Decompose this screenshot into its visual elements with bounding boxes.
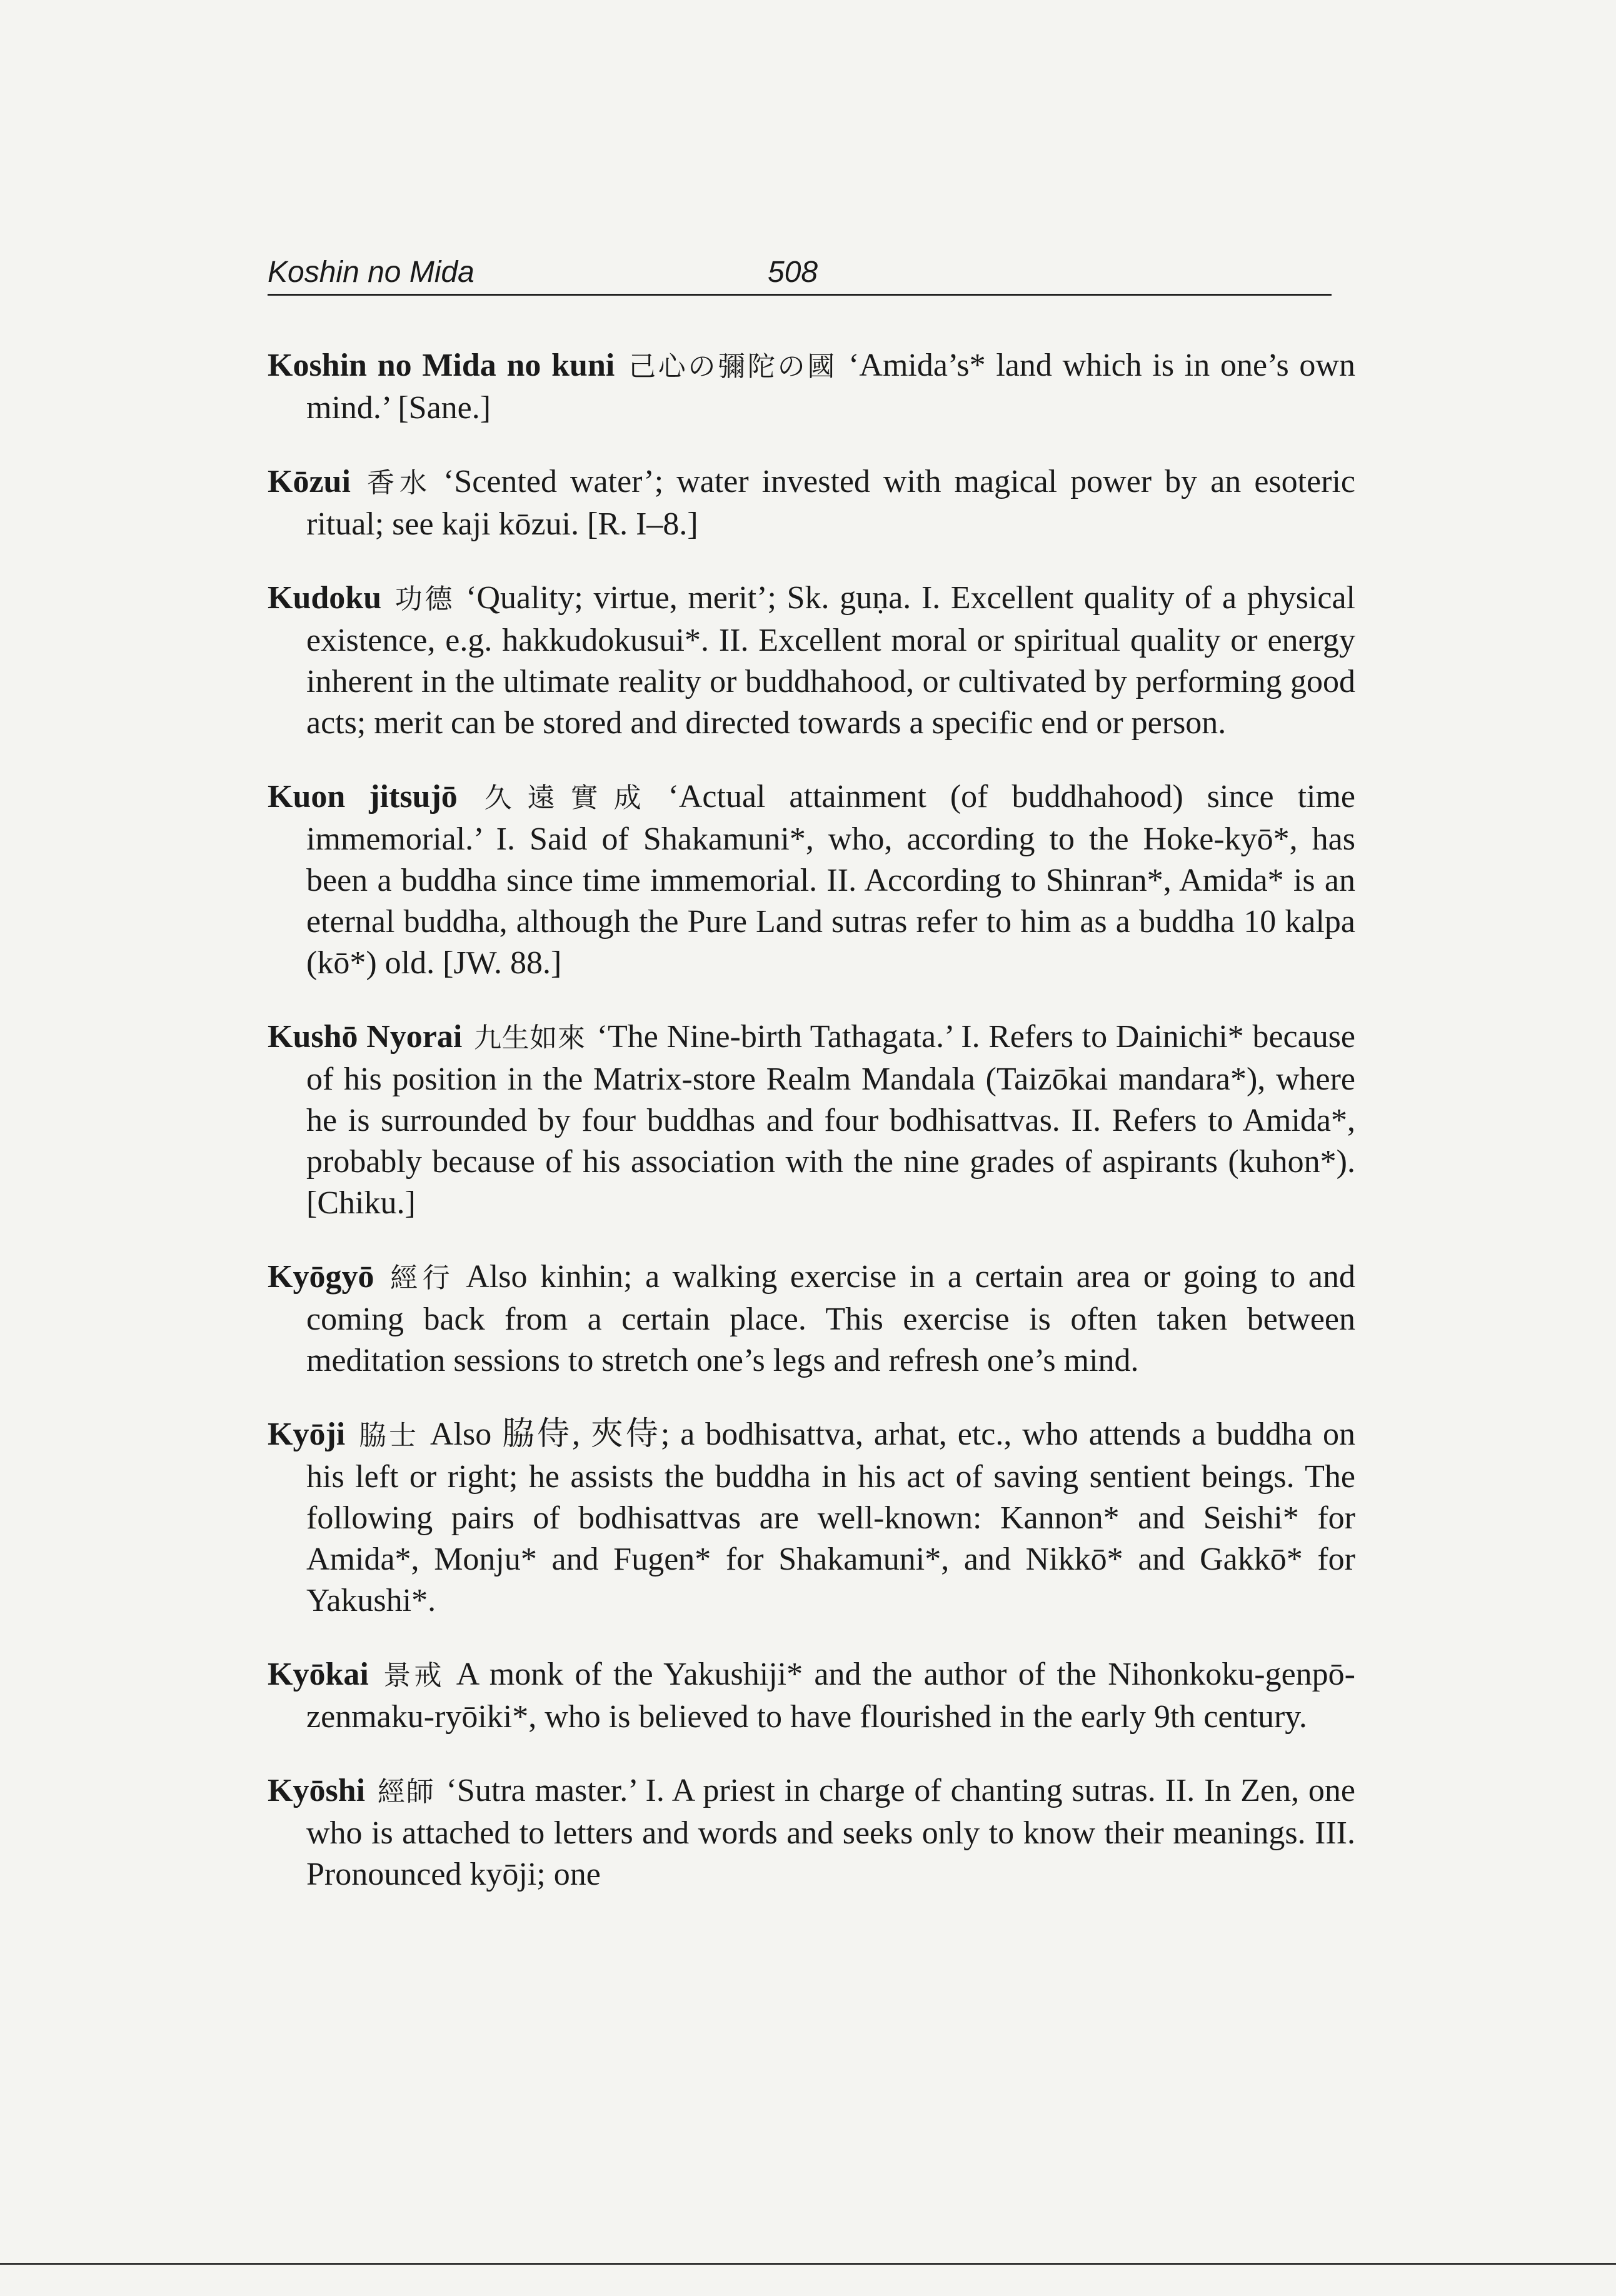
dictionary-entry	[268, 461, 1355, 545]
entry-kanji: 景戒	[379, 1660, 445, 1692]
entry-headword: Koshin no Mida no kuni	[268, 348, 615, 383]
dictionary-entry	[268, 776, 1355, 984]
header-rule	[268, 294, 1332, 296]
entry-headword: Kushō Nyorai	[268, 1019, 463, 1055]
dictionary-entry	[268, 1770, 1355, 1895]
entry-headword: Kyōkai	[268, 1657, 369, 1692]
entry-headword: Kyōji	[268, 1416, 346, 1452]
entry-headword: Kōzui	[268, 464, 351, 499]
entry-definition: Also 脇侍, 夾侍; a bodhisattva, arhat, etc., who attends a buddha on his left or right; he assists the buddha in his act of saving sentient beings. The following pairs of bodhisattvas are well-known: Kannon* and Seishi* for Amida*, Monju* and Fugen* for Shakamuni*, and Nikkō* and Gakkō* for Yakushi*.	[306, 1416, 1355, 1618]
dictionary-entry	[268, 1414, 1355, 1622]
running-header	[268, 255, 1332, 293]
entry-headword: Kyōgyō	[268, 1259, 374, 1295]
dictionary-entry	[268, 345, 1355, 429]
entry-kanji: 久遠實成	[468, 782, 657, 814]
dictionary-entry	[268, 1654, 1355, 1738]
entry-kanji: 香水	[361, 467, 433, 499]
bottom-rule	[0, 2263, 1616, 2265]
entry-definition: ‘Scented water’; water invested with magical power by an esoteric ritual; see kaji kōzui. [R. I–8.]	[306, 464, 1356, 542]
entry-definition: ‘The Nine-birth Tathagata.’ I. Refers to Dainichi* because of his position in the Matrix-store Realm Mandala (Taizōkai mandara*), where he is surrounded by four buddhas and four bodhisattvas. II. Refers to Amida*, probably because of his association with the nine grades of aspirants (kuhon*). [Chiku.]	[306, 1019, 1356, 1221]
dictionary-entries	[268, 313, 1355, 1912]
entry-headword: Kudoku	[268, 580, 382, 616]
entry-definition: Also kinhin; a walking exercise in a certain area or going to and coming back from a certain place. This exercise is often taken between meditation sessions to stretch one’s legs and refresh one’s mind.	[306, 1259, 1355, 1378]
dictionary-entry	[268, 578, 1355, 744]
entry-headword: Kyōshi	[268, 1773, 366, 1808]
dictionary-entry	[268, 1016, 1355, 1224]
entry-definition: ‘Sutra master.’ I. A priest in charge of chanting sutras. II. In Zen, one who is attached to letters and words and seeks only to know their meanings. III. Pronounced kyōji; one	[306, 1773, 1356, 1892]
entry-definition: ‘Quality; virtue, merit’; Sk. guṇa. I. Excellent quality of a physical existence, e.g. hakkudokusui*. II. Excellent moral or spiritual quality or energy inherent in the ultimate reality or buddhahood, or cultivated by performing good acts; merit can be stored and directed towards a specific end or person.	[306, 580, 1356, 741]
entry-kanji: 己心の彌陀の國	[626, 351, 838, 383]
dictionary-entry	[268, 1256, 1355, 1381]
entry-kanji: 功德	[393, 583, 455, 615]
entry-kanji: 脇士	[356, 1420, 419, 1451]
entry-kanji: 經行	[385, 1262, 455, 1294]
entry-definition: ‘Amida’s* land which is in one’s own mind.’ [Sane.]	[306, 348, 1355, 426]
entry-headword: Kuon jitsujō	[268, 779, 458, 815]
entry-definition: ‘Actual attainment (of buddhahood) since time immemorial.’ I. Said of Shakamuni*, who, according to the Hoke-kyō*, has been a buddha since time immemorial. II. According to Shinran*, Amida* is an eternal buddha, although the Pure Land sutras refer to him as a buddha 10 kalpa (kō*) old. [JW. 88.]	[306, 779, 1356, 981]
entry-kanji: 九生如來	[473, 1022, 586, 1054]
page-number: 508	[768, 256, 818, 289]
entry-definition: A monk of the Yakushiji* and the author of the Nihonkoku-genpō-zenmaku-ryōiki*, who is believed to have flourished in the early 9th century.	[306, 1657, 1356, 1735]
running-head-term: Koshin no Mida	[268, 256, 474, 289]
entry-kanji: 經師	[376, 1776, 435, 1808]
